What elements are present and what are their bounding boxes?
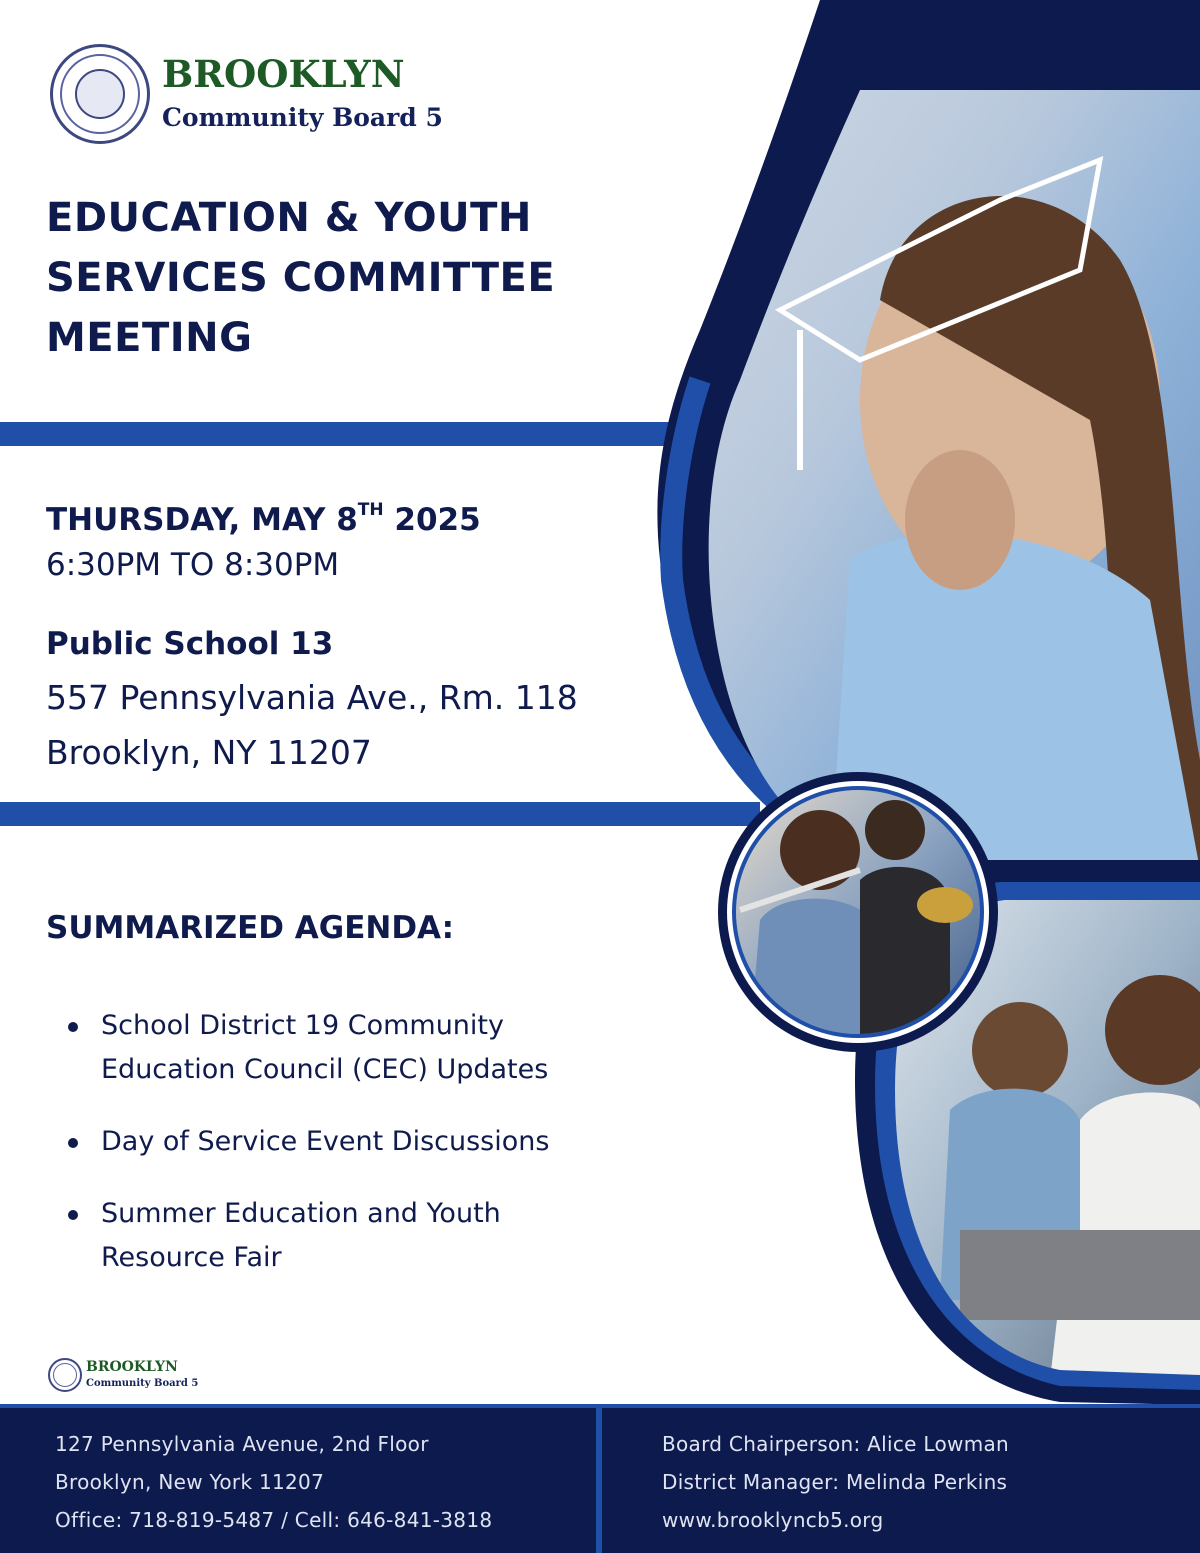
event-date-suffix: TH	[357, 499, 384, 520]
title-line-3: MEETING	[46, 315, 253, 361]
agenda-item-line: School District 19 Community	[101, 1010, 504, 1041]
brand-name: BROOKLYN	[162, 52, 405, 96]
brand-subtitle: Community Board 5	[162, 103, 443, 132]
agenda-item-line: Summer Education and Youth	[101, 1198, 501, 1229]
agenda-item	[46, 1004, 686, 1092]
event-venue: Public School 13	[46, 626, 334, 662]
agenda-item	[46, 1120, 686, 1164]
footer	[0, 1408, 1200, 1553]
footer-phone: Office: 718-819-5487 / Cell: 646-841-3818	[55, 1508, 493, 1532]
agenda-list	[46, 1004, 686, 1308]
event-address-line-2: Brooklyn, NY 11207	[46, 733, 372, 772]
event-time: 6:30PM TO 8:30PM	[46, 547, 340, 583]
footer-chairperson: Board Chairperson: Alice Lowman	[662, 1432, 1010, 1456]
footer-divider	[596, 1408, 602, 1553]
footer-address: 127 Pennsylvania Avenue, 2nd Floor	[55, 1432, 429, 1456]
footer-brand-name: BROOKLYN	[86, 1359, 178, 1375]
agenda-item-line: Resource Fair	[101, 1242, 282, 1273]
agenda-item-line: Education Council (CEC) Updates	[101, 1054, 549, 1085]
page-title	[46, 188, 686, 368]
event-date-year: 2025	[383, 502, 481, 538]
title-line-1: EDUCATION & YOUTH	[46, 195, 532, 241]
event-date-main: THURSDAY, MAY 8	[46, 502, 358, 538]
title-line-2: SERVICES COMMITTEE	[46, 255, 556, 301]
agenda-heading: SUMMARIZED AGENDA:	[46, 910, 455, 946]
event-date	[46, 499, 481, 538]
footer-seal-icon	[48, 1358, 82, 1392]
nyc-seal-icon	[50, 44, 150, 144]
agenda-item	[46, 1192, 686, 1280]
footer-city: Brooklyn, New York 11207	[55, 1470, 325, 1494]
agenda-item-line: Day of Service Event Discussions	[101, 1126, 550, 1157]
footer-website-link[interactable]: www.brooklyncb5.org	[662, 1508, 884, 1532]
event-address-line-1: 557 Pennsylvania Ave., Rm. 118	[46, 678, 578, 717]
footer-district-manager: District Manager: Melinda Perkins	[662, 1470, 1008, 1494]
footer-brand-subtitle: Community Board 5	[86, 1378, 199, 1389]
